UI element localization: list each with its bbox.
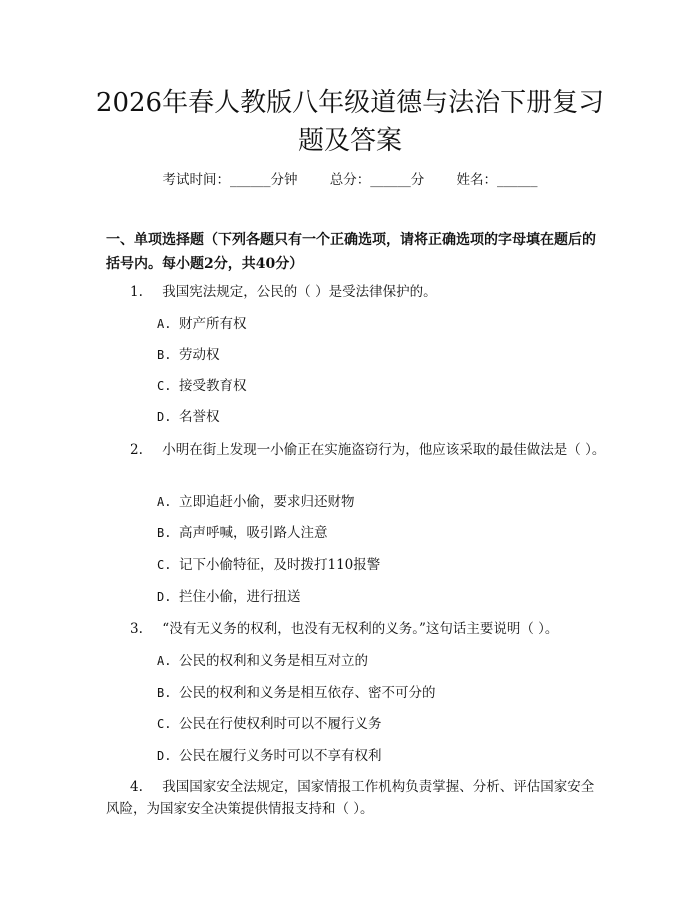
student-name-field: 姓名：______ bbox=[456, 172, 538, 188]
option-2a bbox=[157, 492, 597, 512]
option-2c bbox=[157, 555, 597, 575]
option-letter: C. bbox=[157, 558, 172, 572]
title-line-1: 2026年春人教版八年级道德与法治下册复习 bbox=[95, 88, 605, 118]
option-letter: B. bbox=[157, 686, 172, 700]
title-line-2: 题及答案 bbox=[297, 126, 402, 156]
question-number: 3. bbox=[130, 621, 143, 637]
question-text: 我国国家安全法规定，国家情报工作机构负责掌握、分析、评估国家安全风险，为国家安全决策提供情报支持和（ ）。 bbox=[106, 779, 595, 817]
option-letter: A. bbox=[157, 654, 172, 668]
question-text: “没有无义务的权利，也没有无权利的义务。”这句话主要说明（ ）。 bbox=[162, 621, 559, 637]
option-letter: C. bbox=[157, 379, 172, 393]
option-2b bbox=[157, 523, 597, 543]
question-number: 1. bbox=[130, 284, 143, 300]
option-text: 接受教育权 bbox=[179, 378, 247, 394]
option-1a bbox=[157, 314, 597, 334]
option-3b bbox=[157, 683, 597, 703]
section-heading: 一、单项选择题（下列各题只有一个正确选项，请将正确选项的字母填在题后的括号内。每小题2分，共40分） bbox=[106, 232, 596, 272]
question-1 bbox=[106, 281, 606, 303]
option-letter: C. bbox=[157, 717, 172, 731]
question-number: 4. bbox=[130, 779, 143, 795]
total-score-field: 总分：______分 bbox=[329, 172, 425, 188]
option-text: 财产所有权 bbox=[179, 316, 247, 332]
option-letter: D. bbox=[157, 749, 172, 763]
option-text: 公民的权利和义务是相互对立的 bbox=[179, 653, 368, 669]
option-text: 名誉权 bbox=[179, 409, 220, 425]
question-text: 我国宪法规定，公民的（ ）是受法律保护的。 bbox=[162, 284, 437, 300]
option-3d bbox=[157, 746, 597, 766]
option-text: 公民在履行义务时可以不享有权利 bbox=[179, 748, 382, 764]
option-letter: B. bbox=[157, 348, 172, 362]
option-3c bbox=[157, 714, 597, 734]
question-2 bbox=[106, 439, 606, 461]
option-text: 高声呼喊，吸引路人注意 bbox=[179, 525, 328, 541]
page-title bbox=[60, 84, 640, 160]
option-text: 公民的权利和义务是相互依存、密不可分的 bbox=[179, 685, 436, 701]
question-4 bbox=[106, 776, 606, 820]
option-1c bbox=[157, 376, 597, 396]
option-letter: D. bbox=[157, 590, 172, 604]
option-2d bbox=[157, 587, 597, 607]
exam-time-field: 考试时间：______分钟 bbox=[162, 172, 298, 188]
option-text: 记下小偷特征，及时拨打110报警 bbox=[179, 557, 381, 573]
option-1d bbox=[157, 407, 597, 427]
question-3 bbox=[106, 618, 606, 640]
exam-info-line bbox=[0, 168, 700, 188]
question-text: 小明在街上发现一小偷正在实施盗窃行为，他应该采取的最佳做法是（ ）。 bbox=[162, 442, 606, 458]
option-letter: B. bbox=[157, 526, 172, 540]
option-letter: D. bbox=[157, 410, 172, 424]
option-text: 拦住小偷，进行扭送 bbox=[179, 589, 301, 605]
option-letter: A. bbox=[157, 495, 172, 509]
option-letter: A. bbox=[157, 317, 172, 331]
question-number: 2. bbox=[130, 442, 143, 458]
option-text: 公民在行使权利时可以不履行义务 bbox=[179, 716, 382, 732]
option-1b bbox=[157, 345, 597, 365]
option-text: 劳动权 bbox=[179, 347, 220, 363]
option-3a bbox=[157, 651, 597, 671]
option-text: 立即追赶小偷，要求归还财物 bbox=[179, 494, 355, 510]
